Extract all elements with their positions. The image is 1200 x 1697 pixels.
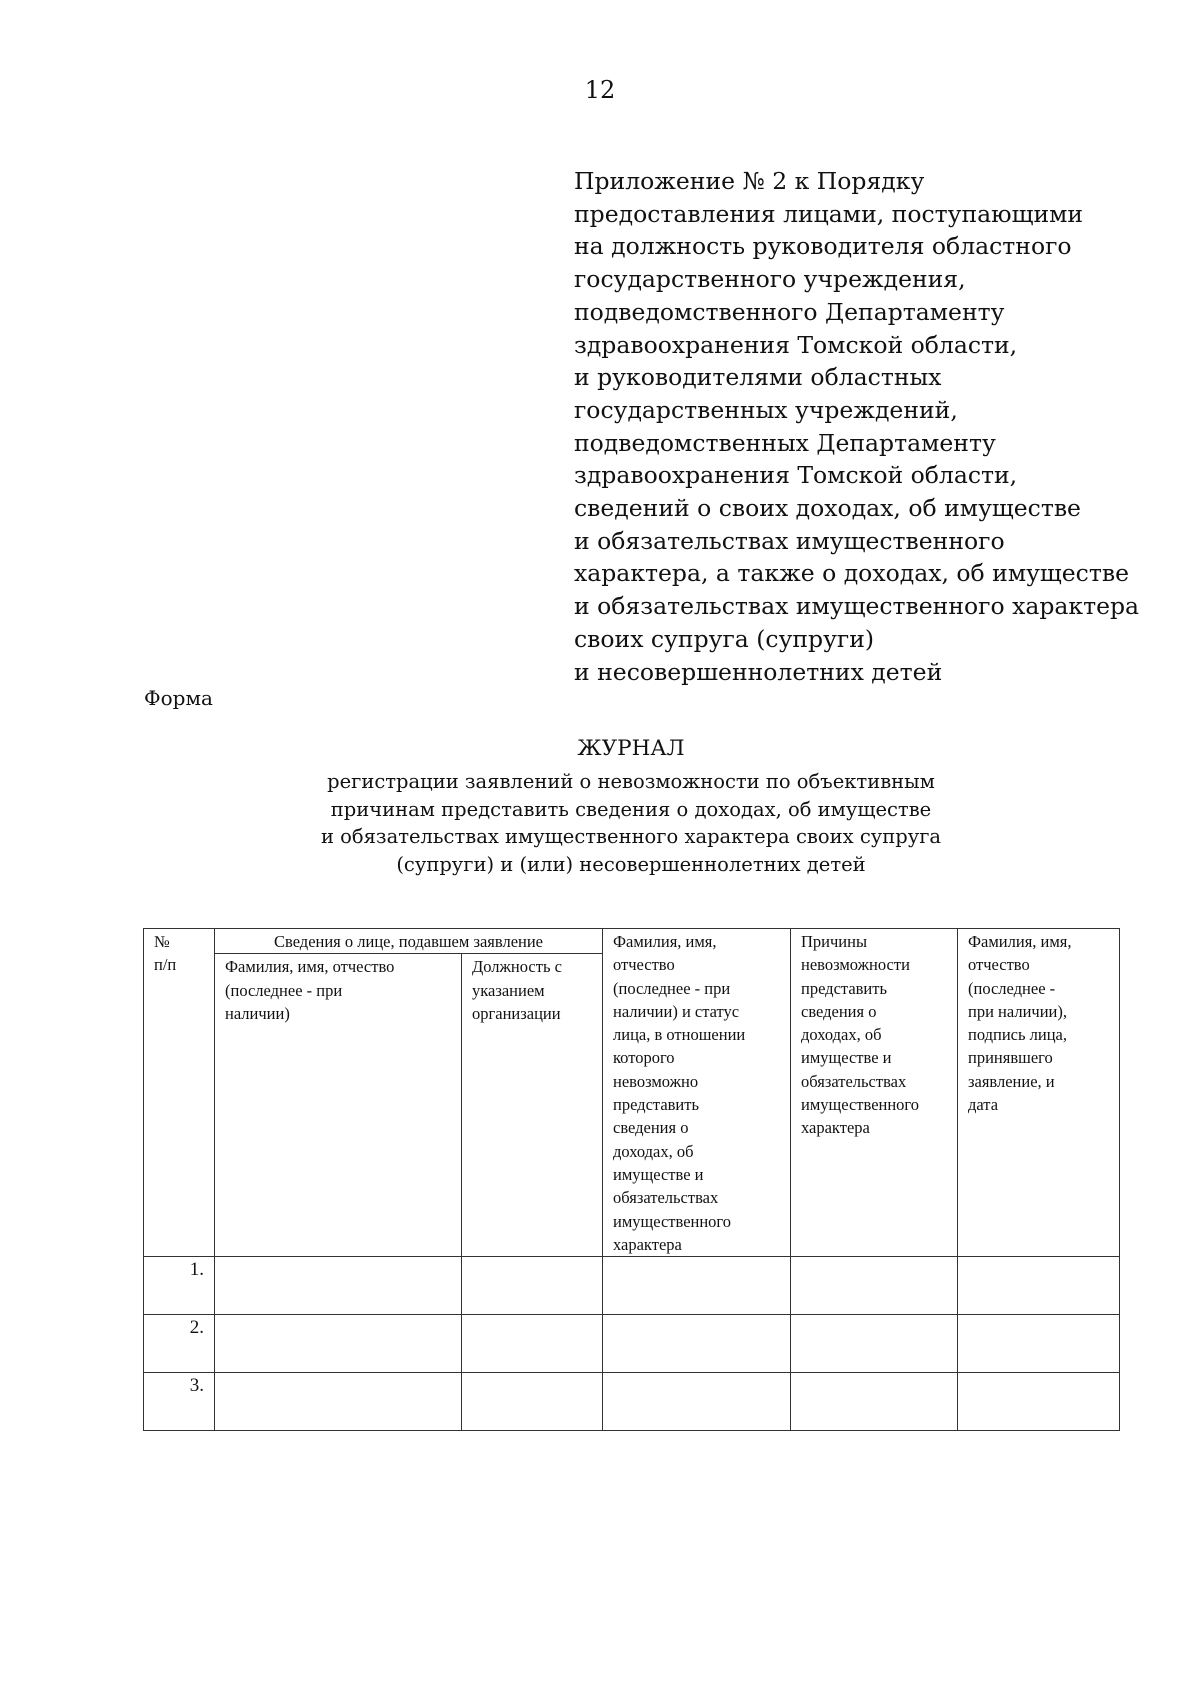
cell-acceptor (958, 1373, 1120, 1431)
appendix-line: и руководителями областных (574, 363, 942, 392)
cell-relative (603, 1373, 791, 1431)
journal-table (143, 928, 1120, 1431)
header-acceptor (958, 929, 1120, 1257)
header-number-text: № п/п (154, 932, 177, 975)
cell-fio (215, 1257, 462, 1315)
table-row (144, 1373, 1120, 1431)
appendix-line: и несовершеннолетних детей (574, 657, 943, 686)
appendix-line: на должность руководителя областного (574, 232, 1072, 261)
cell-relative (603, 1257, 791, 1315)
appendix-line: здравоохранения Томской области, (574, 330, 1018, 359)
appendix-line: и обязательствах имущественного характера (574, 592, 1140, 621)
row-number: 3. (144, 1373, 215, 1431)
appendix-line: подведомственного Департаменту (574, 297, 1005, 326)
appendix-line: сведений о своих доходах, об имуществе (574, 494, 1081, 523)
appendix-line: государственных учреждений, (574, 395, 958, 424)
appendix-line: характера, а также о доходах, об имуществе (574, 559, 1129, 588)
form-label: Форма (144, 686, 213, 710)
cell-acceptor (958, 1257, 1120, 1315)
appendix-line: своих супруга (супруги) (574, 624, 875, 653)
header-fio-text: Фамилия, имя, отчество (последнее - при наличии) (225, 957, 395, 1023)
header-reasons (791, 929, 958, 1257)
table-row (144, 1315, 1120, 1373)
cell-position (462, 1257, 603, 1315)
cell-position (462, 1315, 603, 1373)
header-acceptor-text: Фамилия, имя, отчество (последнее - при наличии), подпись лица, принявшего заявление, и дата (968, 932, 1072, 1115)
cell-fio (215, 1373, 462, 1431)
appendix-line: здравоохранения Томской области, (574, 461, 1018, 490)
header-position-text: Должность с указанием организации (472, 957, 562, 1023)
header-applicant-group: Сведения о лице, подавшем заявление (215, 929, 603, 954)
row-number: 2. (144, 1315, 215, 1373)
table-row (144, 1257, 1120, 1315)
row-number: 1. (144, 1257, 215, 1315)
journal-subtitle-line: (супруги) и (или) несовершеннолетних детей (396, 852, 866, 876)
cell-fio (215, 1315, 462, 1373)
appendix-line: подведомственных Департаменту (574, 428, 996, 457)
header-relative-text: Фамилия, имя, отчество (последнее - при наличии) и статус лица, в отношении которого невозможно представить сведения о доходах, об имуществе и обязательствах имущественного характера (613, 932, 746, 1254)
journal-subtitle (0, 768, 1200, 878)
cell-reasons (791, 1373, 958, 1431)
appendix-line: предоставления лицами, поступающими (574, 199, 1084, 228)
header-relative (603, 929, 791, 1257)
table-header-row (144, 929, 1120, 954)
cell-acceptor (958, 1315, 1120, 1373)
header-fio (215, 954, 462, 1257)
journal-subtitle-line: и обязательствах имущественного характера своих супруга (320, 825, 942, 848)
journal-subtitle-line: причинам представить сведения о доходах, об имуществе (330, 797, 932, 821)
header-number (144, 929, 215, 1257)
header-reasons-text: Причины невозможности представить сведения о доходах, об имуществе и обязательствах имущественного характера (801, 932, 920, 1138)
cell-position (462, 1373, 603, 1431)
appendix-line: и обязательствах имущественного (574, 526, 1005, 555)
journal-subtitle-line: регистрации заявлений о невозможности по объективным (327, 770, 935, 793)
cell-relative (603, 1315, 791, 1373)
page-number: 12 (584, 76, 616, 104)
cell-reasons (791, 1257, 958, 1315)
journal-title: ЖУРНАЛ (577, 736, 685, 761)
appendix-caption (574, 165, 1174, 688)
appendix-line: государственного учреждения, (574, 265, 966, 294)
appendix-line: Приложение № 2 к Порядку (574, 167, 925, 195)
header-position (462, 954, 603, 1257)
cell-reasons (791, 1315, 958, 1373)
